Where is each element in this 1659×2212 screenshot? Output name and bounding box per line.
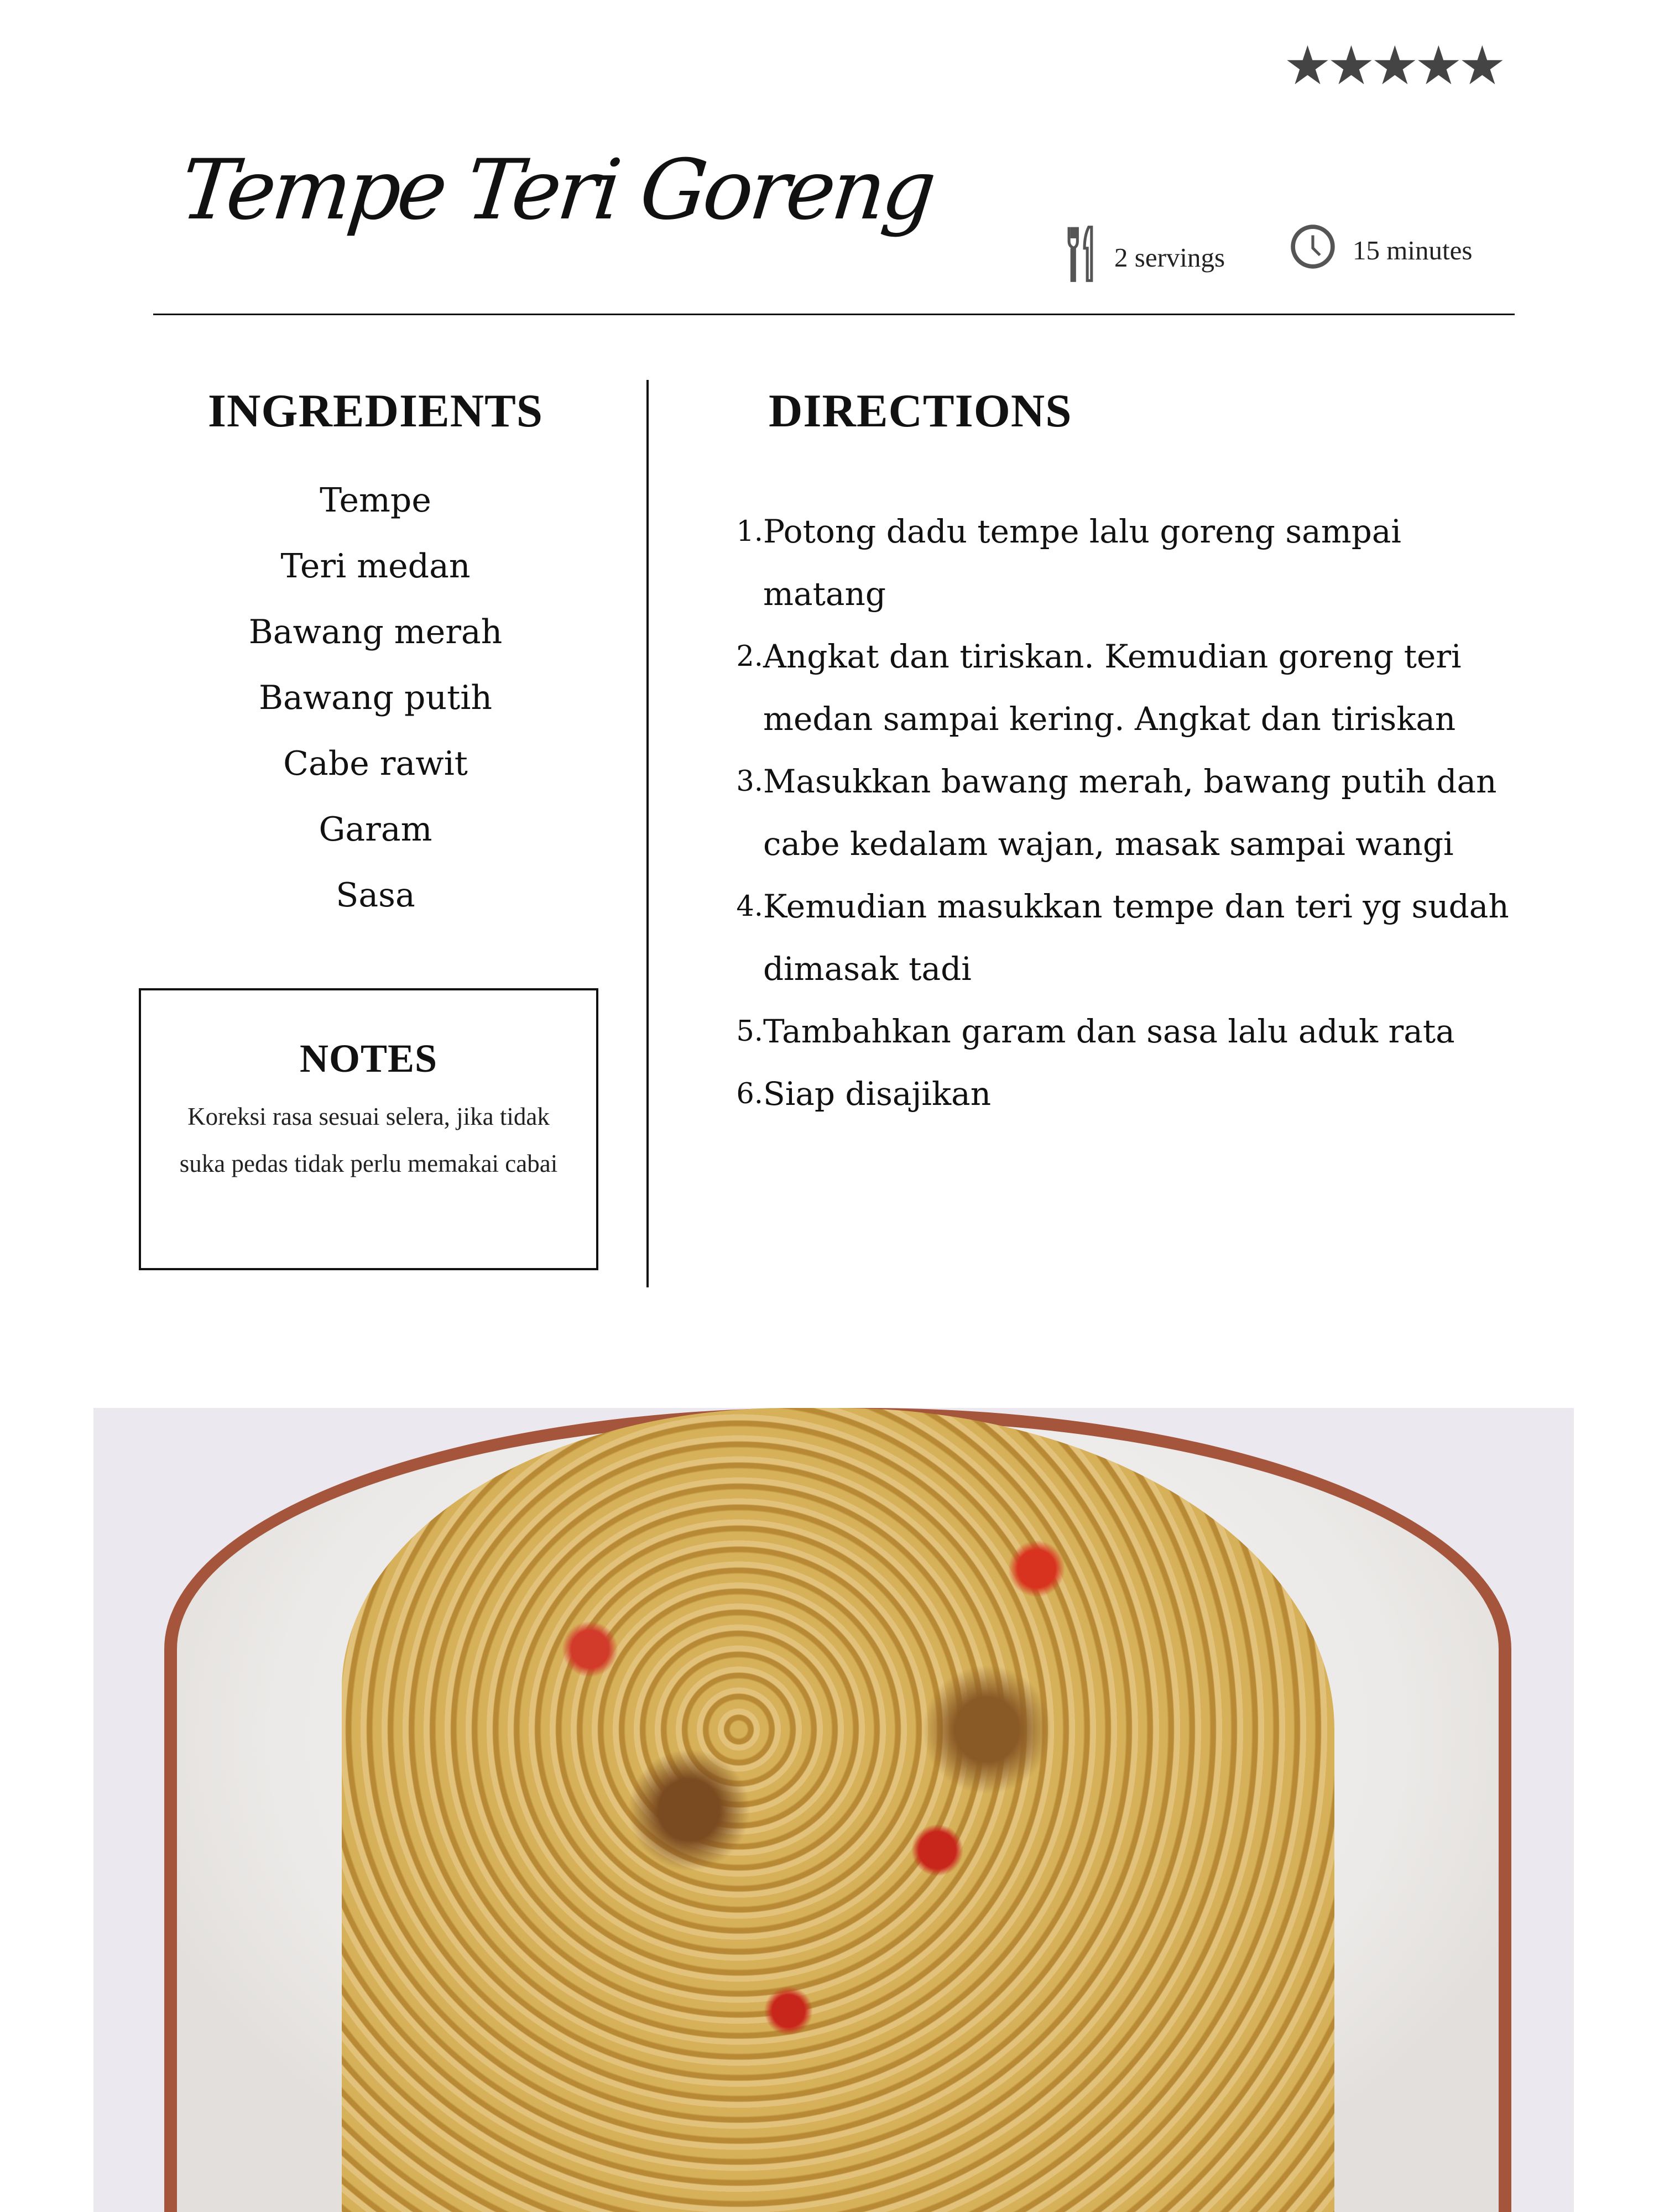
direction-step — [723, 500, 1517, 625]
notes-text: Koreksi rasa sesuai selera, jika tidak suka pedas tidak perlu memakai cabai — [179, 1103, 558, 1178]
fried-tempeh-anchovy-image — [342, 1408, 1334, 2212]
notes-box — [139, 988, 598, 1270]
ingredient-item: Sasa — [336, 876, 415, 915]
servings-text: 2 servings — [1114, 242, 1225, 273]
fork-knife-icon — [1066, 224, 1097, 290]
direction-step — [723, 1000, 1517, 1063]
clock-icon — [1290, 224, 1335, 276]
step-text: Siap disajikan — [763, 1075, 992, 1113]
step-text: Angkat dan tiriskan. Kemudian goreng teri medan sampai kering. Angkat dan tiriskan — [763, 638, 1462, 738]
direction-step — [723, 1063, 1517, 1125]
direction-step — [723, 750, 1517, 875]
direction-step — [723, 625, 1517, 750]
ingredients-heading: INGREDIENTS — [207, 385, 544, 437]
ingredient-item: Tempe — [320, 481, 431, 520]
step-number: 3. — [736, 765, 763, 798]
recipe-title: Tempe Teri Goreng — [176, 142, 937, 238]
rating-stars: ★★★★★ — [1284, 34, 1502, 97]
column-divider — [646, 380, 649, 1287]
directions-list — [723, 500, 1517, 1125]
time-text: 15 minutes — [1353, 234, 1473, 265]
ingredients-list — [142, 468, 609, 928]
directions-heading: DIRECTIONS — [769, 385, 1072, 437]
step-text: Kemudian masukkan tempe dan teri yg sudah dimasak tadi — [763, 888, 1509, 988]
ingredient-item: Cabe rawit — [283, 744, 468, 783]
step-text: Masukkan bawang merah, bawang putih dan cabe kedalam wajan, masak sampai wangi — [763, 763, 1497, 863]
ingredient-item: Teri medan — [280, 547, 471, 586]
step-number: 4. — [736, 890, 763, 923]
step-number: 6. — [736, 1078, 763, 1110]
header-divider — [153, 314, 1515, 315]
ingredient-item: Garam — [319, 810, 432, 849]
ingredient-item: Bawang putih — [258, 679, 493, 717]
step-text: Potong dadu tempe lalu goreng sampai matang — [763, 513, 1401, 613]
ingredient-item: Bawang merah — [248, 613, 503, 651]
time-info — [1290, 224, 1472, 276]
notes-heading: NOTES — [299, 1036, 438, 1081]
step-number: 5. — [736, 1015, 763, 1048]
step-text: Tambahkan garam dan sasa lalu aduk rata — [763, 1013, 1455, 1050]
dish-photo — [93, 1408, 1574, 2212]
direction-step — [723, 875, 1517, 1000]
step-number: 1. — [736, 515, 763, 548]
step-number: 2. — [736, 640, 763, 673]
servings-info — [1066, 224, 1225, 290]
